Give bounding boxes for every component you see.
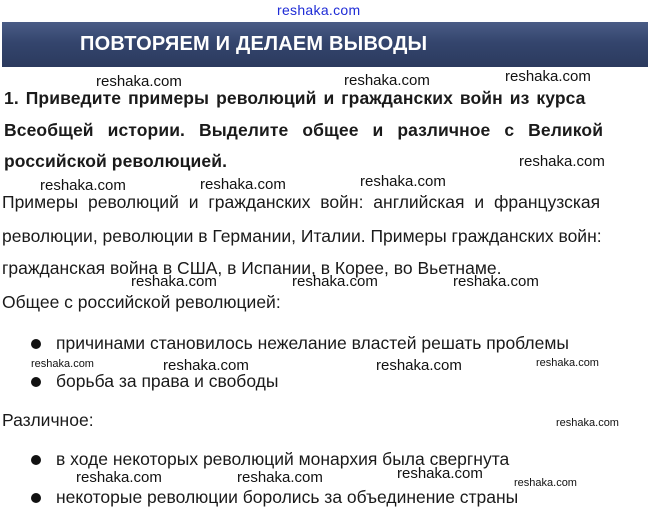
watermark: reshaka.com <box>237 469 323 486</box>
bullet-dot <box>31 377 41 387</box>
watermark: reshaka.com <box>131 273 217 290</box>
watermark: reshaka.com <box>31 358 94 370</box>
watermark: reshaka.com <box>292 273 378 290</box>
different-item-1: в ходе некоторых революций монархия была свергнута <box>56 449 510 469</box>
different-item-2: некоторые революции боролись за объединение страны <box>56 487 519 507</box>
watermark: reshaka.com <box>76 469 162 486</box>
watermark: reshaka.com <box>344 72 430 89</box>
banner-title: ПОВТОРЯЕМ И ДЕЛАЕМ ВЫВОДЫ <box>80 33 428 55</box>
watermark: reshaka.com <box>200 176 286 193</box>
watermark: reshaka.com <box>40 177 126 194</box>
different-heading: Различное: <box>2 410 94 430</box>
answer-line-1: Примеры революций и гражданских войн: английская и французская <box>2 192 601 212</box>
watermark: reshaka.com <box>163 357 249 374</box>
section-banner <box>2 22 648 67</box>
question-line-3: российской революцией. <box>4 151 228 171</box>
question-line-2: Всеобщей истории. Выделите общее и различное с Великой <box>4 120 604 140</box>
watermark: reshaka.com <box>96 73 182 90</box>
bullet-dot <box>31 339 41 349</box>
question-line-1: 1. Приведите примеры революций и гражданских войн из курса <box>4 88 586 108</box>
answer-line-3: гражданская война в США, в Испании, в Корее, во Вьетнаме. <box>2 258 502 278</box>
watermark: reshaka.com <box>536 357 599 369</box>
watermark-top: reshaka.com <box>277 2 361 18</box>
common-item-1: причинами становилось нежелание властей решать проблемы <box>56 333 569 353</box>
answer-line-2: революции, революции в Германии, Италии. Примеры гражданских войн: <box>2 226 602 246</box>
bullet-dot <box>31 493 41 503</box>
watermark: reshaka.com <box>556 417 619 429</box>
watermark: reshaka.com <box>519 153 605 170</box>
watermark: reshaka.com <box>397 465 483 482</box>
common-heading: Общее с российской революцией: <box>2 292 281 312</box>
watermark: reshaka.com <box>360 173 446 190</box>
watermark: reshaka.com <box>376 357 462 374</box>
watermark: reshaka.com <box>453 273 539 290</box>
common-item-2: борьба за права и свободы <box>56 371 279 391</box>
bullet-dot <box>31 455 41 465</box>
watermark: reshaka.com <box>505 68 591 85</box>
watermark: reshaka.com <box>514 477 577 489</box>
